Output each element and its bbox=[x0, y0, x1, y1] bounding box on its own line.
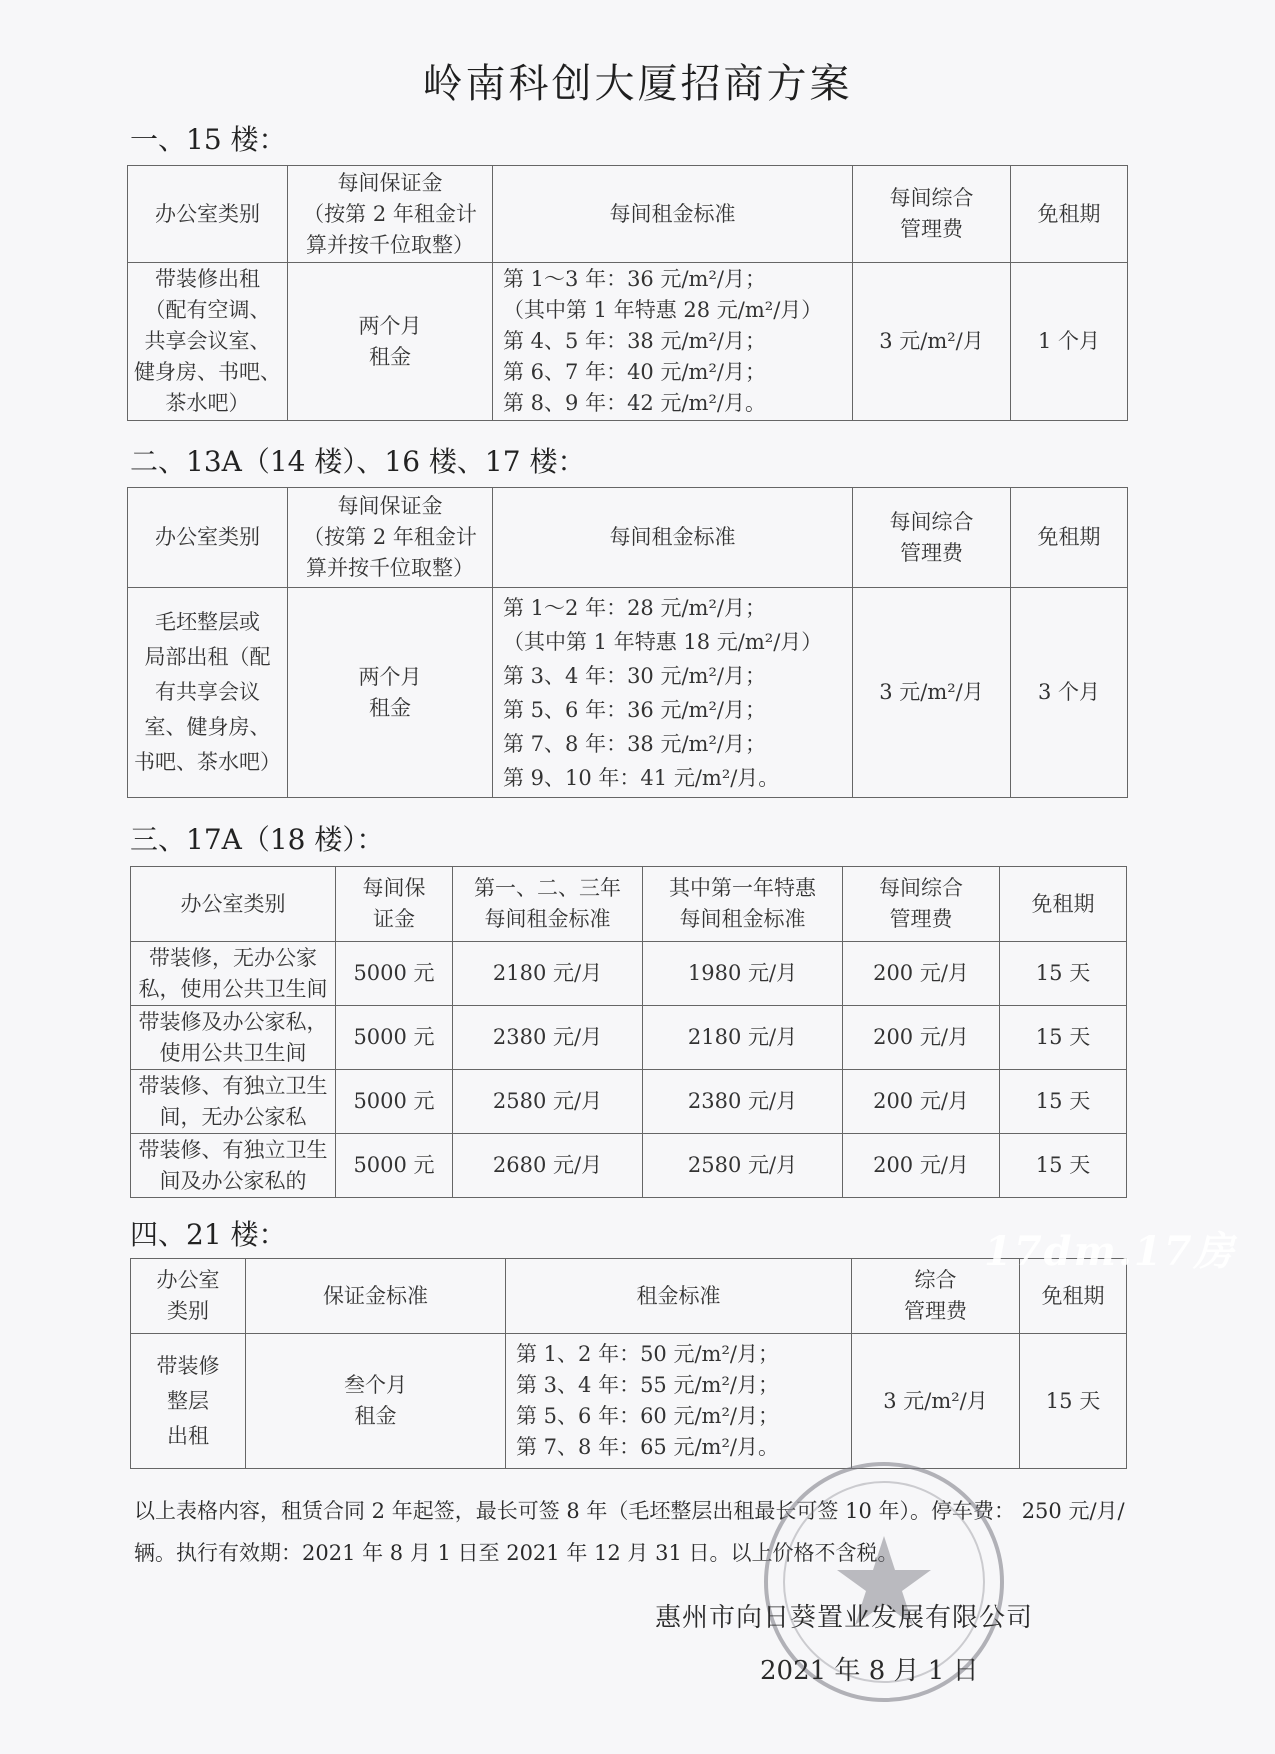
office-type-cell: 带装修，无办公家 私，使用公共卫生间 bbox=[131, 942, 336, 1006]
table-header-row bbox=[131, 867, 1127, 942]
office-type-cell: 带装修及办公家私， 使用公共卫生间 bbox=[131, 1006, 336, 1070]
deposit-cell: 5000 元 bbox=[336, 1134, 453, 1198]
management-fee-cell: 200 元/月 bbox=[843, 1134, 1000, 1198]
table-row bbox=[131, 1334, 1127, 1469]
header-cell: 办公室类别 bbox=[128, 166, 288, 263]
table-row bbox=[131, 1134, 1127, 1198]
section-2-table bbox=[127, 487, 1128, 798]
first-year-rent-cell: 2580 元/月 bbox=[643, 1134, 843, 1198]
management-fee-cell: 3 元/m²/月 bbox=[852, 1334, 1020, 1469]
management-fee-cell: 200 元/月 bbox=[843, 1006, 1000, 1070]
section-1-table bbox=[127, 165, 1128, 421]
header-cell: 免租期 bbox=[1020, 1259, 1127, 1334]
header-cell: 综合 管理费 bbox=[852, 1259, 1020, 1334]
management-fee-cell: 3 元/m²/月 bbox=[853, 588, 1011, 798]
section-4-heading: 四、21 楼： bbox=[130, 1218, 287, 1251]
rent-free-cell: 1 个月 bbox=[1011, 263, 1128, 421]
office-type-cell: 毛坯整层或 局部出租（配 有共享会议 室、健身房、 书吧、茶水吧） bbox=[128, 588, 288, 798]
header-cell: 每间租金标准 bbox=[493, 488, 853, 588]
header-cell: 免租期 bbox=[1011, 166, 1128, 263]
rent-cell: 2580 元/月 bbox=[453, 1070, 643, 1134]
deposit-cell: 两个月 租金 bbox=[288, 263, 493, 421]
header-cell: 每间综合 管理费 bbox=[853, 166, 1011, 263]
office-type-cell: 带装修、有独立卫生 间，无办公家私 bbox=[131, 1070, 336, 1134]
office-type-cell: 带装修、有独立卫生 间及办公家私的 bbox=[131, 1134, 336, 1198]
header-cell: 保证金标准 bbox=[246, 1259, 506, 1334]
deposit-cell: 5000 元 bbox=[336, 942, 453, 1006]
rent-cell: 2680 元/月 bbox=[453, 1134, 643, 1198]
table-header-row bbox=[128, 488, 1128, 588]
rent-free-cell: 15 天 bbox=[1000, 1006, 1127, 1070]
office-type-cell: 带装修出租 （配有空调、 共享会议室、 健身房、书吧、 茶水吧） bbox=[128, 263, 288, 421]
section-1-heading: 一、15 楼： bbox=[130, 123, 287, 156]
rent-cell: 2380 元/月 bbox=[453, 1006, 643, 1070]
deposit-cell: 5000 元 bbox=[336, 1070, 453, 1134]
deposit-cell: 两个月 租金 bbox=[288, 588, 493, 798]
rent-cell: 第 1、2 年：50 元/m²/月； 第 3、4 年：55 元/m²/月； 第 5、6 年：60 元/m²/月； 第 7、8 年：65 元/m²/月。 bbox=[506, 1334, 852, 1469]
table-row bbox=[131, 942, 1127, 1006]
section-2-heading: 二、13A（14 楼）、16 楼、17 楼： bbox=[130, 445, 586, 478]
header-cell: 其中第一年特惠 每间租金标准 bbox=[643, 867, 843, 942]
rent-cell: 2180 元/月 bbox=[453, 942, 643, 1006]
deposit-cell: 5000 元 bbox=[336, 1006, 453, 1070]
header-cell: 每间保证金 （按第 2 年租金计 算并按千位取整） bbox=[288, 166, 493, 263]
rent-free-cell: 15 天 bbox=[1000, 942, 1127, 1006]
header-cell: 免租期 bbox=[1011, 488, 1128, 588]
rent-cell: 第 1～2 年：28 元/m²/月； （其中第 1 年特惠 18 元/m²/月） 第 3、4 年：30 元/m²/月； 第 5、6 年：36 元/m²/月； 第 7、8 年：38 元/m²/月； 第 9、10 年：41 元/m²/月。 bbox=[493, 588, 853, 798]
watermark-text: 17dm.17房 bbox=[984, 1228, 1236, 1275]
document-title: 岭南科创大厦招商方案 bbox=[422, 61, 853, 107]
table-row bbox=[128, 588, 1128, 798]
table-row bbox=[128, 263, 1128, 421]
table-row bbox=[131, 1006, 1127, 1070]
footnote: 以上表格内容，租赁合同 2 年起签，最长可签 8 年（毛坯整层出租最长可签 10 年）。停车费： 250 元/月/辆。执行有效期：2021 年 8 月 1 日至 2021 年 12 月 31 日。以上价格不含税。 bbox=[134, 1499, 1125, 1565]
rent-free-cell: 3 个月 bbox=[1011, 588, 1128, 798]
header-cell: 每间综合 管理费 bbox=[853, 488, 1011, 588]
header-cell: 免租期 bbox=[1000, 867, 1127, 942]
signature-date: 2021 年 8 月 1 日 bbox=[760, 1656, 979, 1686]
management-fee-cell: 200 元/月 bbox=[843, 1070, 1000, 1134]
table-header-row bbox=[128, 166, 1128, 263]
rent-free-cell: 15 天 bbox=[1000, 1070, 1127, 1134]
section-3-heading: 三、17A（18 楼）： bbox=[130, 823, 385, 856]
rent-cell: 第 1～3 年：36 元/m²/月； （其中第 1 年特惠 28 元/m²/月） 第 4、5 年：38 元/m²/月； 第 6、7 年：40 元/m²/月； 第 8、9 年：42 元/m²/月。 bbox=[493, 263, 853, 421]
section-3-table bbox=[130, 866, 1127, 1198]
header-cell: 每间综合 管理费 bbox=[843, 867, 1000, 942]
management-fee-cell: 200 元/月 bbox=[843, 942, 1000, 1006]
first-year-rent-cell: 2180 元/月 bbox=[643, 1006, 843, 1070]
rent-free-cell: 15 天 bbox=[1000, 1134, 1127, 1198]
header-cell: 每间保证金 （按第 2 年租金计 算并按千位取整） bbox=[288, 488, 493, 588]
header-cell: 办公室 类别 bbox=[131, 1259, 246, 1334]
header-cell: 第一、二、三年 每间租金标准 bbox=[453, 867, 643, 942]
management-fee-cell: 3 元/m²/月 bbox=[853, 263, 1011, 421]
company-name: 惠州市向日葵置业发展有限公司 bbox=[655, 1603, 1034, 1633]
header-cell: 每间租金标准 bbox=[493, 166, 853, 263]
first-year-rent-cell: 1980 元/月 bbox=[643, 942, 843, 1006]
header-cell: 租金标准 bbox=[506, 1259, 852, 1334]
first-year-rent-cell: 2380 元/月 bbox=[643, 1070, 843, 1134]
header-cell: 办公室类别 bbox=[128, 488, 288, 588]
section-4-table bbox=[130, 1258, 1127, 1469]
office-type-cell: 带装修 整层 出租 bbox=[131, 1334, 246, 1469]
deposit-cell: 叁个月 租金 bbox=[246, 1334, 506, 1469]
header-cell: 办公室类别 bbox=[131, 867, 336, 942]
table-header-row bbox=[131, 1259, 1127, 1334]
table-row bbox=[131, 1070, 1127, 1134]
header-cell: 每间保 证金 bbox=[336, 867, 453, 942]
rent-free-cell: 15 天 bbox=[1020, 1334, 1127, 1469]
